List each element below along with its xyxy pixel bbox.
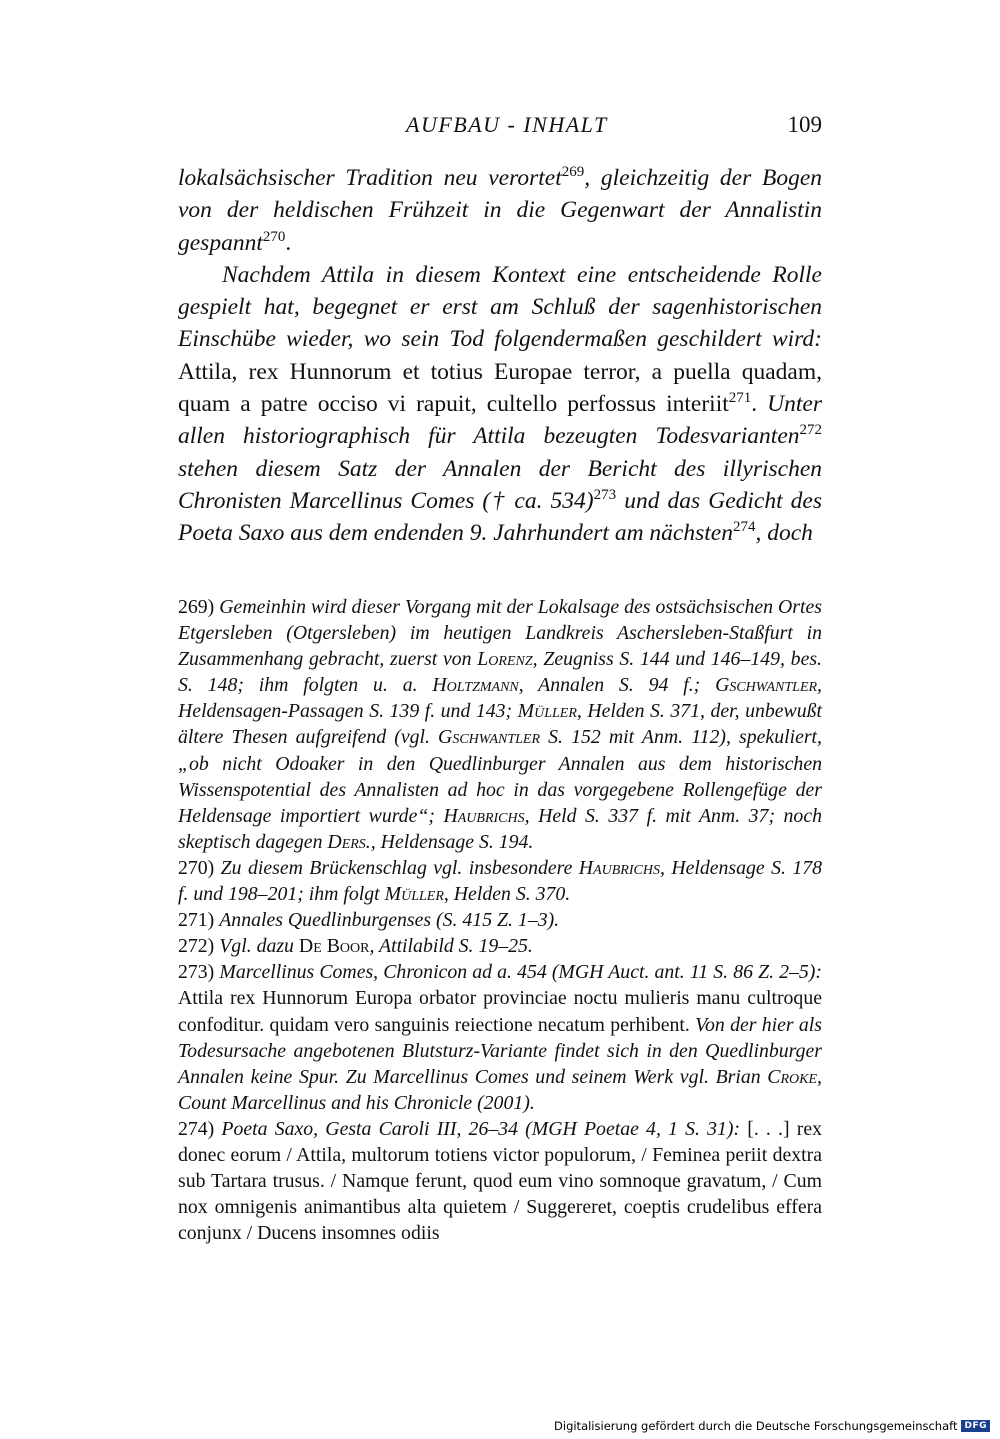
footnote-text: Poeta Saxo, Gesta Caroli III, 26–34 (MGH Poetae 4, 1 S. 31): [221, 1117, 748, 1140]
author-name: Haubrichs [578, 856, 660, 879]
author-name: Gschwantler [715, 674, 818, 697]
footnote-ref-273[interactable]: 273 [593, 486, 617, 503]
footnote-text: Annales Quedlinburgenses (S. 415 Z. 1–3). [219, 909, 560, 932]
body-text-run: lokalsächsischer Tradition neu verortet [178, 165, 562, 191]
latin-quotation: [. . .] rex donec eorum / Attila, multorum totiens victor populorum, / Feminea periit dextra sub Tartara trusus. / Namque ferunt, quod eum vino somnoque gravatum, / Cum nox omnigenis animantibus alta quietem / Suggereret, coeptis crudelibus effera conjunx / Ducens insomnes odiis [178, 1117, 822, 1245]
footnote-number: 274) [178, 1117, 222, 1140]
running-head-title: AUFBAU - INHALT [406, 112, 608, 137]
footnote-ref-270[interactable]: 270 [262, 228, 286, 245]
author-name: Holtzmann [432, 674, 519, 697]
latin-quotation: Attila rex Hunnorum Europa orbator provinciae noctu mulieris manu cultroque confoditur. quidam vero sanguinis reiectione necatum perhibent. [178, 987, 822, 1036]
author-name: Haubrichs [443, 804, 525, 827]
footnote-273 [178, 959, 822, 1116]
footnote-271 [178, 907, 822, 933]
author-name: Croke [767, 1065, 818, 1088]
footnote-text: , Annalen S. 94 f.; [518, 674, 716, 697]
footnotes [178, 594, 822, 1246]
dfg-logo: DFG [961, 1420, 990, 1432]
footnote-ref-269[interactable]: 269 [561, 164, 585, 180]
footnote-text: , Helden S. 370. [443, 883, 571, 906]
footnote-text: , Heldensagen-Passagen S. 139 f. und 143; [178, 674, 822, 723]
running-head [178, 112, 822, 146]
footnote-number: 271) [178, 909, 220, 932]
footnote-text: , Heldensage S. 194. [370, 830, 534, 853]
footnote-272 [178, 933, 822, 959]
footnote-text: S. 152 mit Anm. 112), spekuliert, „ob nicht Odoaker in den Quedlinburger Annalen aus dem historischen Wissenspotential des Annalisten ad hoc in das vorgegebene Rollengefüge der Heldensage importiert wurde“; [178, 726, 822, 827]
latin-quotation: Attila, rex Hunnorum et totius Europae terror, a puella quadam, quam a patre occiso vi rapuit, cultello perfossus interiit [178, 358, 822, 418]
author-name: Müller [517, 700, 577, 723]
page-number: 109 [787, 112, 822, 137]
footnote-text: Zu diesem Brückenschlag vgl. insbesondere [220, 856, 579, 879]
body-text-run: Nachdem Attila in diesem Kontext eine entscheidende Rolle gespielt hat, begegnet er erst am Schluß der sagenhistorischen Einschübe wieder, wo sein Tod folgendermaßen geschildert wird: [178, 261, 822, 353]
body-text-run: . [285, 229, 292, 256]
footnote-ref-271[interactable]: 271 [728, 390, 752, 407]
funding-credit: Digitalisierung gefördert durch die Deutsche Forschungsgemeinschaft [554, 1419, 958, 1433]
footnote-text: Von der hier als Todesursache angebotenen Blutsturz-Variante findet sich in den Quedlinburger Annalen keine Spur. Zu Marcellinus Comes und seinem Werk vgl. Brian [178, 1013, 823, 1088]
footnote-number: 273) [178, 961, 220, 984]
body-text [178, 162, 822, 550]
footnote-text: Vgl. dazu [219, 935, 299, 958]
body-text-run: , doch [755, 520, 813, 547]
author-name: Gschwantler [438, 726, 541, 749]
footnote-number: 269) [178, 596, 220, 618]
footnote-270 [178, 855, 822, 907]
body-text-run: stehen diesem Satz der Annalen der Bericht des illyrischen Chronisten Marcellinus Comes († ca. 534) [178, 455, 822, 514]
footnote-text: Marcellinus Comes, Chronicon ad a. 454 (MGH Auct. ant. 11 S. 86 Z. 2–5): [219, 961, 822, 984]
body-text-run: . [751, 391, 768, 418]
footnote-text: , Helden S. 371, der, unbewußt ältere Thesen aufgreifend (vgl. [178, 700, 823, 749]
footnote-ref-272[interactable]: 272 [799, 422, 822, 439]
footnote-number: 270) [178, 856, 221, 879]
footnote-text: , Attilabild S. 19–25. [369, 935, 533, 958]
author-name: Lorenz [477, 648, 533, 671]
footnote-ref-274[interactable]: 274 [732, 519, 756, 536]
footnote-274 [178, 1116, 822, 1246]
footnote-text: , Heldensage S. 178 f. und 198–201; ihm folgt [178, 856, 822, 906]
footnote-text: , Held S. 337 f. mit Anm. 37; noch skeptisch dagegen [178, 804, 822, 853]
body-text-run: und das Gedicht des Poeta Saxo aus dem endenden 9. Jahrhundert am nächsten [178, 487, 822, 547]
author-name: De Boor [298, 935, 370, 958]
body-text-run: Unter allen historiographisch für Attila bezeugten Todesvarianten [178, 391, 822, 450]
footnote-269 [178, 594, 822, 855]
footnote-number: 272) [178, 935, 220, 958]
body-text-run: , gleichzeitig der Bogen von der heldischen Frühzeit in die Gegenwart der Annalistin gespannt [178, 165, 822, 256]
footnote-text: Gemeinhin wird dieser Vorgang mit der Lokalsage des ostsächsischen Ortes Etgersleben (Otgersleben) im heutigen Landkreis Aschersleben-Staßfurt in Zusammenhang gebracht, zuerst von [178, 596, 822, 671]
body-paragraph-2 [178, 259, 822, 550]
digitization-footer [554, 1419, 990, 1433]
author-name: Müller [384, 883, 444, 906]
footnote-text: , Count Marcellinus and his Chronicle (2001). [178, 1065, 822, 1114]
body-paragraph-1 [178, 162, 822, 259]
footnote-text: , Zeugniss S. 144 und 146–149, bes. S. 148; ihm folgten u. a. [178, 648, 822, 697]
author-name: Ders. [327, 830, 371, 853]
